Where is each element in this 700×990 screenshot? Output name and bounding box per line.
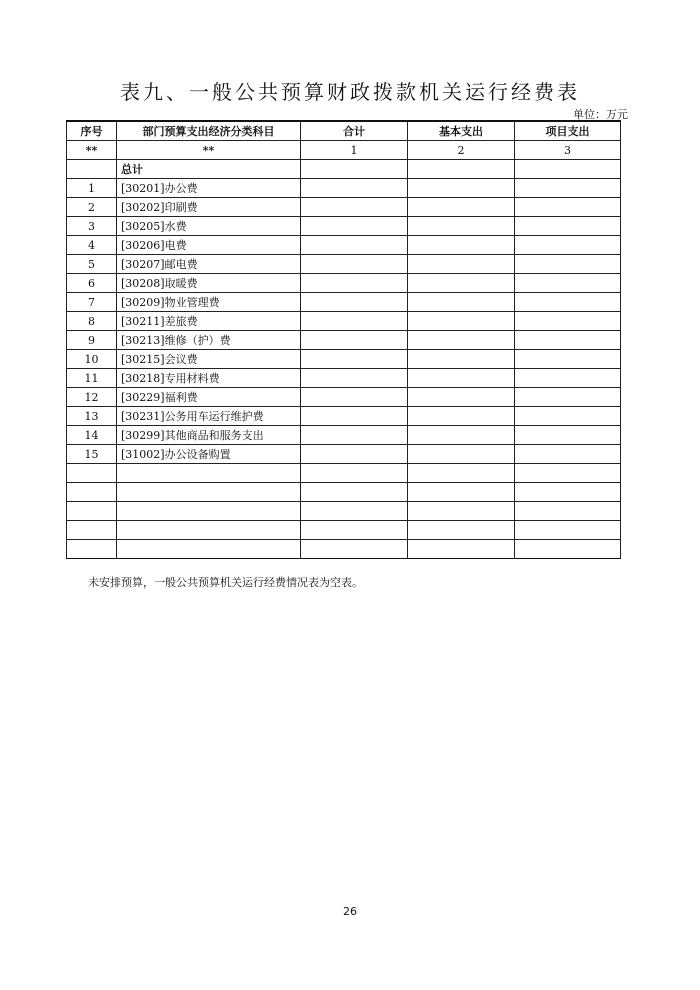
table-cell — [515, 255, 621, 274]
expense-table — [66, 120, 621, 559]
table-cell — [408, 540, 515, 559]
table-cell — [301, 445, 408, 464]
table-row — [67, 198, 621, 217]
table-cell — [301, 464, 408, 483]
table-cell — [301, 217, 408, 236]
table-cell — [515, 445, 621, 464]
table-cell — [67, 464, 117, 483]
table-cell — [301, 198, 408, 217]
table-cell — [301, 236, 408, 255]
row-number: 1 — [67, 179, 117, 198]
table-cell — [301, 293, 408, 312]
page-title: 表九、一般公共预算财政拨款机关运行经费表 — [120, 80, 580, 104]
table-row — [67, 312, 621, 331]
table-cell — [408, 217, 515, 236]
table-cell — [515, 236, 621, 255]
table-cell — [515, 217, 621, 236]
row-number: 5 — [67, 255, 117, 274]
table-cell — [301, 426, 408, 445]
empty-row — [67, 540, 621, 559]
row-number: 6 — [67, 274, 117, 293]
table-row — [67, 445, 621, 464]
table-cell — [408, 179, 515, 198]
row-number: 12 — [67, 388, 117, 407]
table-cell — [408, 369, 515, 388]
table-cell — [515, 312, 621, 331]
table-cell — [117, 521, 301, 540]
empty-row — [67, 521, 621, 540]
page-number: 26 — [343, 905, 357, 918]
table-cell — [408, 293, 515, 312]
row-item: [30206]电费 — [117, 236, 301, 255]
row-number: 15 — [67, 445, 117, 464]
row-item: [30211]差旅费 — [117, 312, 301, 331]
table-cell — [515, 521, 621, 540]
table-cell — [515, 331, 621, 350]
header-basic: 基本支出 — [408, 121, 515, 141]
row-number: 4 — [67, 236, 117, 255]
table-cell — [301, 388, 408, 407]
table-cell — [408, 502, 515, 521]
table-row — [67, 369, 621, 388]
row-number: 14 — [67, 426, 117, 445]
row-number: 3 — [67, 217, 117, 236]
table-cell — [408, 312, 515, 331]
row-item: [30299]其他商品和服务支出 — [117, 426, 301, 445]
table-cell — [515, 369, 621, 388]
empty-row — [67, 502, 621, 521]
table-cell — [67, 540, 117, 559]
row-item: [30207]邮电费 — [117, 255, 301, 274]
table-cell — [515, 426, 621, 445]
code-cell: 3 — [515, 141, 621, 160]
header-row — [67, 121, 621, 141]
table-row — [67, 236, 621, 255]
header-total: 合计 — [301, 121, 408, 141]
row-number: 7 — [67, 293, 117, 312]
table-cell — [408, 350, 515, 369]
total-label: 总计 — [117, 160, 301, 179]
row-item: [30215]会议费 — [117, 350, 301, 369]
header-category: 部门预算支出经济分类科目 — [117, 121, 301, 141]
table-cell — [515, 502, 621, 521]
table-row — [67, 426, 621, 445]
code-cell: 2 — [408, 141, 515, 160]
row-number: 11 — [67, 369, 117, 388]
table-cell — [408, 483, 515, 502]
code-row — [67, 141, 621, 160]
table-cell — [67, 160, 117, 179]
footnote: 未安排预算，一般公共预算机关运行经费情况表为空表。 — [88, 576, 363, 589]
code-cell: ** — [67, 141, 117, 160]
table-cell — [301, 331, 408, 350]
table-cell — [301, 540, 408, 559]
table-cell — [408, 445, 515, 464]
table-cell — [408, 274, 515, 293]
table-cell — [515, 160, 621, 179]
header-seq: 序号 — [67, 121, 117, 141]
table-cell — [301, 350, 408, 369]
table-row — [67, 350, 621, 369]
table-cell — [117, 540, 301, 559]
table-cell — [301, 407, 408, 426]
table-cell — [515, 179, 621, 198]
table-cell — [408, 407, 515, 426]
table-cell — [301, 369, 408, 388]
row-item: [30213]维修（护）费 — [117, 331, 301, 350]
table-cell — [117, 483, 301, 502]
table-cell — [515, 388, 621, 407]
row-item: [30209]物业管理费 — [117, 293, 301, 312]
table-cell — [515, 464, 621, 483]
row-item: [30229]福利费 — [117, 388, 301, 407]
empty-row — [67, 464, 621, 483]
row-number: 10 — [67, 350, 117, 369]
table-cell — [515, 350, 621, 369]
row-item: [30202]印刷费 — [117, 198, 301, 217]
table-cell — [301, 502, 408, 521]
header-project: 项目支出 — [515, 121, 621, 141]
table-cell — [67, 502, 117, 521]
table-cell — [408, 521, 515, 540]
empty-row — [67, 483, 621, 502]
table-cell — [408, 426, 515, 445]
unit-label: 单位：万元 — [573, 108, 628, 121]
table-cell — [301, 160, 408, 179]
table-cell — [117, 464, 301, 483]
table-cell — [408, 331, 515, 350]
table-row — [67, 255, 621, 274]
table-cell — [67, 521, 117, 540]
total-row — [67, 160, 621, 179]
table-row — [67, 293, 621, 312]
table-cell — [301, 274, 408, 293]
row-number: 8 — [67, 312, 117, 331]
table-row — [67, 388, 621, 407]
table-cell — [515, 540, 621, 559]
row-item: [30201]办公费 — [117, 179, 301, 198]
row-number: 9 — [67, 331, 117, 350]
table-row — [67, 179, 621, 198]
table-cell — [515, 407, 621, 426]
table-cell — [408, 464, 515, 483]
table-cell — [515, 198, 621, 217]
row-number: 13 — [67, 407, 117, 426]
table-cell — [301, 483, 408, 502]
code-cell: 1 — [301, 141, 408, 160]
table-cell — [408, 236, 515, 255]
table-cell — [408, 198, 515, 217]
table-cell — [301, 255, 408, 274]
row-item: [31002]办公设备购置 — [117, 445, 301, 464]
table-cell — [67, 483, 117, 502]
table-row — [67, 274, 621, 293]
code-cell: ** — [117, 141, 301, 160]
table-row — [67, 217, 621, 236]
table-cell — [301, 521, 408, 540]
table-cell — [408, 388, 515, 407]
table-cell — [301, 179, 408, 198]
table-cell — [117, 502, 301, 521]
table-cell — [301, 312, 408, 331]
table-cell — [515, 483, 621, 502]
row-item: [30205]水费 — [117, 217, 301, 236]
table-row — [67, 407, 621, 426]
table-cell — [408, 160, 515, 179]
row-item: [30208]取暖费 — [117, 274, 301, 293]
row-item: [30218]专用材料费 — [117, 369, 301, 388]
table-cell — [408, 255, 515, 274]
table-row — [67, 331, 621, 350]
table-cell — [515, 293, 621, 312]
table-cell — [515, 274, 621, 293]
row-item: [30231]公务用车运行维护费 — [117, 407, 301, 426]
row-number: 2 — [67, 198, 117, 217]
